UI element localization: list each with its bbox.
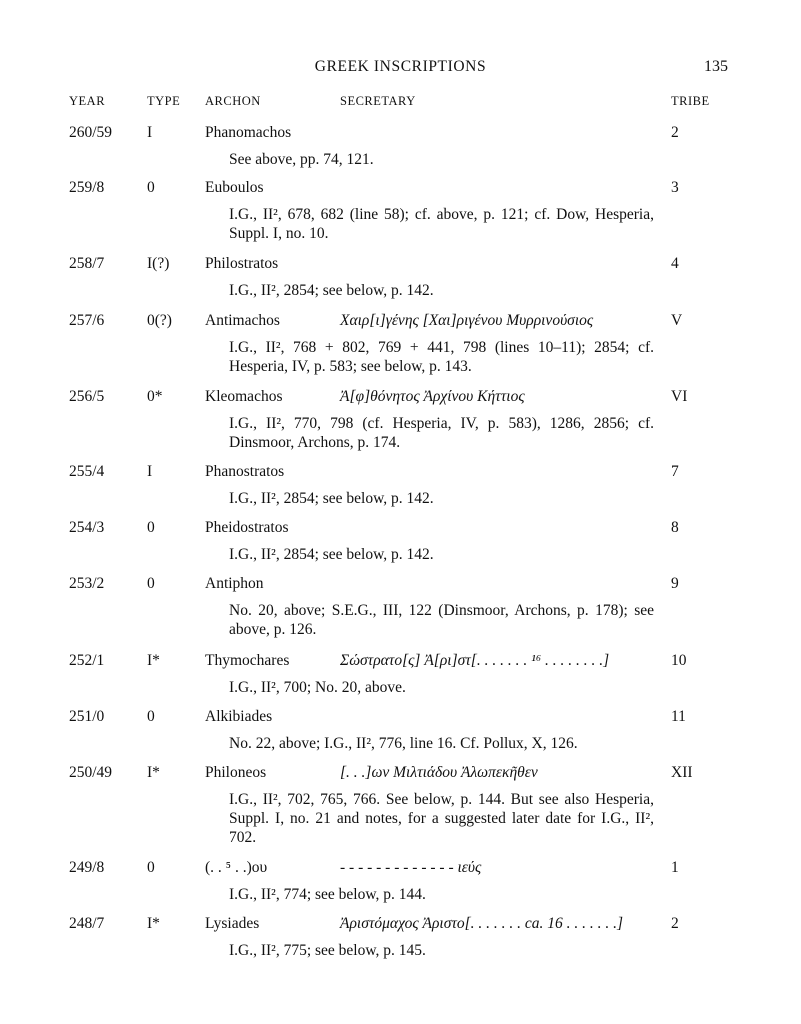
running-head (0, 58, 801, 80)
entry-year: 249/8 (69, 859, 105, 876)
entry-tribe: 1 (671, 859, 679, 876)
entry-tribe: 4 (671, 255, 679, 272)
column-header-type: TYPE (147, 94, 181, 108)
entry-archon: Antiphon (205, 575, 264, 592)
entry-tribe: 7 (671, 463, 679, 480)
entry-type: 0 (147, 575, 155, 592)
entry-archon: Thymochares (205, 652, 290, 669)
entry-year: 252/1 (69, 652, 105, 669)
entry-type: 0 (147, 708, 155, 725)
running-title: GREEK INSCRIPTIONS (314, 58, 487, 75)
entry-year: 250/49 (69, 764, 113, 781)
entry-note: I.G., II², 770, 798 (cf. Hesperia, IV, p. 583), 1286, 2856; cf. Dinsmoor, Archons, p. 174. (229, 415, 654, 451)
entry-year: 259/8 (69, 179, 105, 196)
entry-archon: Phanomachos (205, 124, 292, 141)
entry-type: 0 (147, 179, 155, 196)
entry-type: 0(?) (147, 312, 172, 329)
entry-note: I.G., II², 768 + 802, 769 + 441, 798 (lines 10–11); 2854; cf. Hesperia, IV, p. 583; see below, p. 143. (229, 339, 654, 375)
entry-tribe: 2 (671, 124, 679, 141)
entry-year: 254/3 (69, 519, 105, 536)
entry-type: I (147, 463, 153, 480)
entry-note: I.G., II², 775; see below, p. 145. (229, 942, 426, 959)
page-number: 135 (704, 58, 728, 75)
entry-tribe: 3 (671, 179, 679, 196)
entry-note: No. 20, above; S.E.G., III, 122 (Dinsmoor, Archons, p. 178); see above, p. 126. (229, 602, 654, 638)
entry-tribe: XII (671, 764, 693, 781)
entry-archon: Antimachos (205, 312, 280, 329)
entry-secretary: - - - - - - - - - - - - - ιεύς (340, 859, 482, 876)
entry-type: I* (147, 915, 160, 932)
column-header-tribe: TRIBE (671, 94, 710, 108)
entry-tribe: V (671, 312, 683, 329)
entry-tribe: VI (671, 388, 688, 405)
entry-note: I.G., II², 2854; see below, p. 142. (229, 490, 434, 507)
entry-secretary: Ἀ[φ]θόνητος Ἀρχίνου Κήττιος (340, 388, 525, 405)
entry-note: I.G., II², 2854; see below, p. 142. (229, 282, 434, 299)
entry-tribe: 10 (671, 652, 687, 669)
entry-type: 0* (147, 388, 163, 405)
entry-archon: Alkibiades (205, 708, 273, 725)
entry-archon: Euboulos (205, 179, 264, 196)
entry-year: 257/6 (69, 312, 105, 329)
entry-year: 253/2 (69, 575, 105, 592)
entry-year: 248/7 (69, 915, 105, 932)
entry-archon: (. . ⁵ . .)ου (205, 859, 268, 876)
entry-type: I(?) (147, 255, 170, 272)
entry-type: 0 (147, 519, 155, 536)
column-headers (0, 94, 801, 112)
entry-archon: Philostratos (205, 255, 279, 272)
entry-archon: Phanostratos (205, 463, 285, 480)
entry-note: I.G., II², 2854; see below, p. 142. (229, 546, 434, 563)
entry-year: 256/5 (69, 388, 105, 405)
entry-tribe: 9 (671, 575, 679, 592)
entry-type: I* (147, 764, 160, 781)
entry-type: 0 (147, 859, 155, 876)
entry-archon: Kleomachos (205, 388, 283, 405)
column-header-archon: ARCHON (205, 94, 261, 108)
entry-archon: Pheidostratos (205, 519, 289, 536)
column-header-year: YEAR (69, 94, 106, 108)
entry-note: No. 22, above; I.G., II², 776, line 16. Cf. Pollux, X, 126. (229, 735, 578, 752)
entry-type: I* (147, 652, 160, 669)
entry-year: 258/7 (69, 255, 105, 272)
entry-year: 255/4 (69, 463, 105, 480)
entry-note: See above, pp. 74, 121. (229, 151, 374, 168)
column-header-secretary: SECRETARY (340, 94, 416, 108)
entry-tribe: 8 (671, 519, 679, 536)
entry-note: I.G., II², 702, 765, 766. See below, p. 144. But see also Hesperia, Suppl. I, no. 21 and notes, for a suggested later date for I.G., II², 702. (229, 791, 654, 846)
entry-archon: Lysiades (205, 915, 260, 932)
entry-tribe: 2 (671, 915, 679, 932)
entry-year: 260/59 (69, 124, 113, 141)
entry-tribe: 11 (671, 708, 686, 725)
entry-secretary: Σώστρατο[ς] Ἀ[ρι]στ[. . . . . . . ¹⁶ . . . . . . . .] (340, 652, 610, 669)
entry-type: I (147, 124, 153, 141)
entry-note: I.G., II², 700; No. 20, above. (229, 679, 406, 696)
entry-secretary: [. . .]ων Μιλτιάδου Ἀλωπεκῆθεν (340, 764, 538, 781)
entry-year: 251/0 (69, 708, 105, 725)
entry-secretary: Χαιρ[ι]γένης [Χαι]ριγένου Μυρρινούσιος (340, 312, 594, 329)
entry-archon: Philoneos (205, 764, 267, 781)
entry-note: I.G., II², 678, 682 (line 58); cf. above, p. 121; cf. Dow, Hesperia, Suppl. I, no. 10. (229, 206, 654, 242)
entry-note: I.G., II², 774; see below, p. 144. (229, 886, 426, 903)
entry-secretary: Ἀριστόμαχος Ἀριστο[. . . . . . . ca. 16 . . . . . . .] (340, 915, 624, 932)
